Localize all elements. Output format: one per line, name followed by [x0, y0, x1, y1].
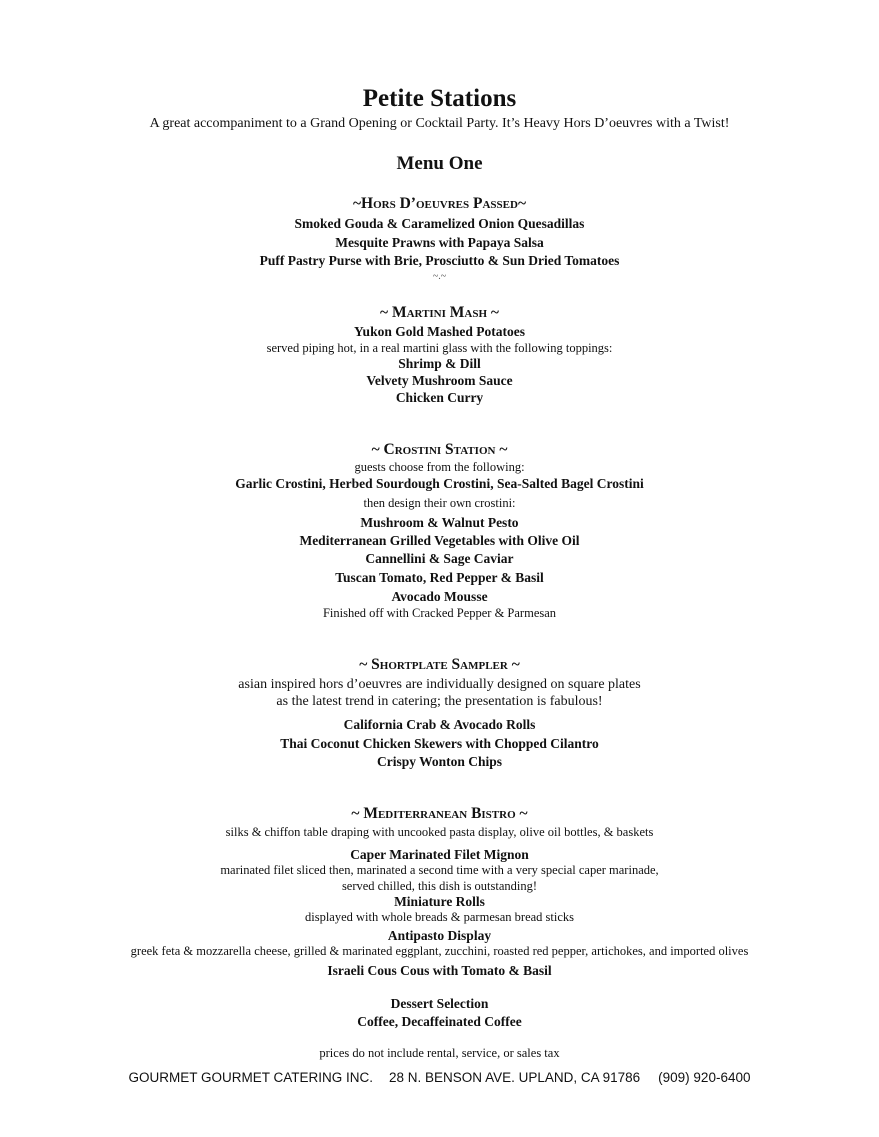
coffee-item: Coffee, Decaffeinated Coffee [357, 1014, 522, 1029]
topping-item: Chicken Curry [395, 390, 484, 405]
item-description: then design their own crostini: [363, 496, 516, 510]
item-description: Finished off with Cracked Pepper & Parmesan [322, 606, 557, 620]
heading-tilde-left: ~ [359, 656, 372, 673]
section-heading-mediterranean-bistro [0, 806, 879, 822]
topping-item: Tuscan Tomato, Red Pepper & Basil [335, 570, 544, 585]
menu-item: Crispy Wonton Chips [376, 754, 503, 769]
heading-text: Crostini Station [383, 441, 496, 458]
heading-tilde-right: ~ [495, 441, 508, 458]
heading-text: Martini Mash [391, 304, 488, 321]
heading-text: Mediterranean Bistro [363, 805, 516, 822]
menu-item: Puff Pastry Purse with Brie, Prosciutto & Sun Dried Tomatoes [259, 253, 620, 268]
heading-tilde-left: ~ [380, 304, 392, 321]
page-subtitle: A great accompaniment to a Grand Opening or Cocktail Party. It’s Heavy Hors D’oeuvres with a Twist! [149, 116, 730, 131]
item-description: greek feta & mozzarella cheese, grilled & marinated eggplant, zucchini, roasted red pepper, artichokes, and imported olives [130, 944, 749, 958]
page-title: Petite Stations [362, 85, 517, 112]
item-description: asian inspired hors d’oeuvres are individually designed on square plates [238, 677, 641, 692]
heading-text: Shortplate Sampler [371, 656, 508, 673]
section-heading-martini-mash [0, 305, 879, 321]
dessert-title: Dessert Selection [390, 996, 489, 1011]
topping-item: Cannellini & Sage Caviar [365, 551, 514, 566]
menu-item: California Crab & Avocado Rolls [343, 717, 536, 732]
company-footer [0, 1071, 879, 1085]
pricing-disclaimer: prices do not include rental, service, or sales tax [319, 1046, 560, 1060]
company-phone: (909) 920-6400 [658, 1070, 751, 1085]
company-address: 28 N. BENSON AVE. UPLAND, CA 91786 [389, 1070, 641, 1085]
menu-item: Caper Marinated Filet Mignon [350, 847, 529, 862]
item-description: served chilled, this dish is outstanding! [341, 879, 538, 893]
heading-text: Hors D’oeuvres Passed [361, 195, 518, 212]
heading-tilde-right: ~ [507, 656, 520, 673]
item-description: silks & chiffon table draping with uncooked pasta display, olive oil bottles, & baskets [225, 825, 654, 839]
item-description: served piping hot, in a real martini glass with the following toppings: [266, 341, 613, 355]
menu-item: Mesquite Prawns with Papaya Salsa [335, 235, 544, 250]
topping-item: Velvety Mushroom Sauce [366, 373, 513, 388]
item-description: guests choose from the following: [354, 460, 525, 474]
heading-tilde-left: ~ [352, 195, 362, 212]
section-heading-crostini-station [0, 442, 879, 458]
item-description: as the latest trend in catering; the presentation is fabulous! [276, 694, 603, 709]
menu-item: Miniature Rolls [394, 894, 485, 909]
section-heading-hors-doeuvres [0, 196, 879, 212]
heading-tilde-right: ~ [487, 304, 499, 321]
section-separator: ~.~ [432, 271, 447, 282]
menu-item: Smoked Gouda & Caramelized Onion Quesadillas [294, 216, 585, 231]
topping-item: Mushroom & Walnut Pesto [360, 515, 519, 530]
menu-item: Thai Coconut Chicken Skewers with Chopped Cilantro [280, 736, 599, 751]
menu-item: Yukon Gold Mashed Potatoes [354, 324, 525, 339]
menu-item: Israeli Cous Cous with Tomato & Basil [327, 963, 552, 978]
company-name: GOURMET GOURMET CATERING INC. [128, 1070, 374, 1085]
topping-item: Avocado Mousse [391, 589, 488, 604]
topping-item: Mediterranean Grilled Vegetables with Olive Oil [299, 533, 580, 548]
heading-tilde-right: ~ [515, 805, 528, 822]
section-heading-shortplate-sampler [0, 657, 879, 673]
item-description: displayed with whole breads & parmesan bread sticks [304, 910, 575, 924]
menu-item: Antipasto Display [387, 928, 492, 943]
item-description: marinated filet sliced then, marinated a second time with a very special caper marinade, [220, 863, 659, 877]
topping-item: Shrimp & Dill [398, 356, 481, 371]
heading-tilde-left: ~ [371, 441, 384, 458]
menu-item: Garlic Crostini, Herbed Sourdough Crostini, Sea-Salted Bagel Crostini [235, 476, 644, 491]
heading-tilde-left: ~ [351, 805, 364, 822]
heading-tilde-right: ~ [517, 195, 526, 212]
menu-title: Menu One [396, 153, 483, 174]
